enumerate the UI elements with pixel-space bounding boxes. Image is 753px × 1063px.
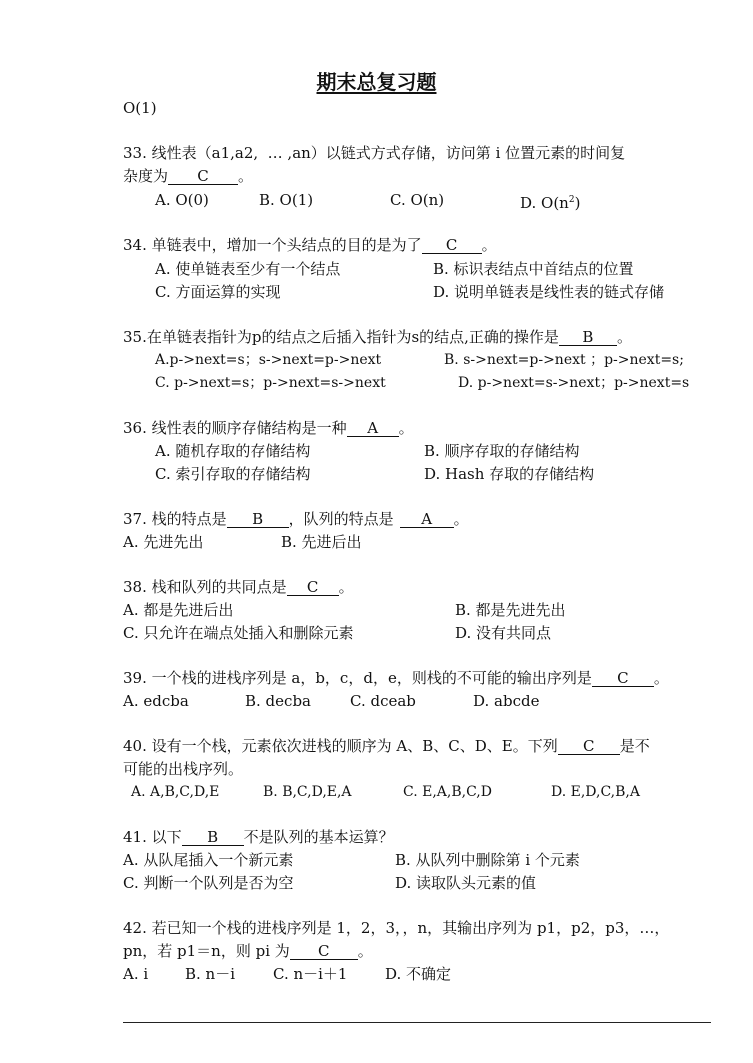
q38-option-c: C. 只允许在端点处插入和删除元素 bbox=[123, 624, 354, 642]
q39-option-a: A. edcba bbox=[123, 692, 189, 710]
q42-answer: C bbox=[290, 943, 358, 960]
q35-stem: 35.在单链表指针为p的结点之后插入指针为s的结点,正确的操作是 B 。 bbox=[123, 328, 632, 346]
q35-option-b: B. s->next=p->next ；p->next=s; bbox=[444, 352, 684, 368]
q33-option-b: B. O(1) bbox=[259, 191, 314, 209]
q34-option-b: B. 标识表结点中首结点的位置 bbox=[433, 260, 634, 278]
q40-stem: 40. 设有一个栈，元素依次进栈的顺序为 A、B、C、D、E。下列 C 是不 bbox=[123, 737, 650, 755]
q42-stem-cont: pn，若 p1＝n，则 pi 为 C 。 bbox=[123, 942, 373, 960]
q38-option-d: D. 没有共同点 bbox=[455, 624, 552, 642]
q36-option-d: D. Hash 存取的存储结构 bbox=[424, 465, 595, 483]
q40-option-b: B. B,C,D,E,A bbox=[263, 784, 352, 800]
q42-stem: 42. 若已知一个栈的进栈序列是 1，2，3，，n，其输出序列为 p1，p2，p3，…， bbox=[123, 919, 670, 937]
q42-option-c: C. n－i＋1 bbox=[273, 965, 348, 983]
q34-option-a: A. 使单链表至少有一个结点 bbox=[155, 260, 341, 278]
intro-text: O(1) bbox=[123, 99, 157, 117]
q35-option-d: D. p->next=s->next；p->next=s bbox=[458, 375, 690, 391]
q33-stem-cont: 杂度为 C 。 bbox=[123, 167, 254, 185]
q35-answer: B bbox=[559, 329, 617, 346]
q33-stem: 33. 线性表（a1,a2, … ,an）以链式方式存储，访问第 i 位置元素的时间复 bbox=[123, 144, 626, 162]
q36-answer: A bbox=[347, 420, 399, 437]
q41-stem: 41. 以下 B 不是队列的基本运算？ bbox=[123, 828, 394, 846]
q37-stem: 37. 栈的特点是 B ，队列的特点是 A 。 bbox=[123, 510, 469, 528]
q40-option-d: D. E,D,C,B,A bbox=[551, 784, 640, 800]
q35-option-c: C. p->next=s；p->next=s->next bbox=[155, 375, 386, 391]
q42-option-b: B. n－i bbox=[185, 965, 236, 983]
q34-stem: 34. 单链表中，增加一个头结点的目的是为了 C 。 bbox=[123, 236, 497, 254]
q39-stem: 39. 一个栈的进栈序列是 a，b，c，d，e，则栈的不可能的输出序列是 C 。 bbox=[123, 669, 669, 687]
q42-option-d: D. 不确定 bbox=[385, 965, 452, 983]
q37-option-b: B. 先进后出 bbox=[281, 533, 362, 551]
q38-option-b: B. 都是先进先出 bbox=[455, 601, 566, 619]
q33-option-c: C. O(n) bbox=[390, 191, 445, 209]
q41-option-b: B. 从队列中删除第 i 个元素 bbox=[395, 851, 580, 869]
q36-option-c: C. 索引存取的存储结构 bbox=[155, 465, 311, 483]
q39-option-b: B. decba bbox=[245, 692, 311, 710]
q38-answer: C bbox=[287, 579, 339, 596]
q34-answer: C bbox=[422, 237, 482, 254]
q34-option-c: C. 方面运算的实现 bbox=[155, 283, 281, 301]
q39-option-c: C. dceab bbox=[350, 692, 416, 710]
q38-option-a: A. 都是先进后出 bbox=[123, 601, 234, 619]
q36-option-b: B. 顺序存取的存储结构 bbox=[424, 442, 580, 460]
q40-stem-cont: 可能的出栈序列。 bbox=[123, 760, 244, 778]
q36-stem: 36. 线性表的顺序存储结构是一种 A 。 bbox=[123, 419, 414, 437]
q39-answer: C bbox=[592, 670, 654, 687]
q34-option-d: D. 说明单链表是线性表的链式存储 bbox=[433, 283, 665, 301]
q33-option-a: A. O(0) bbox=[155, 191, 209, 209]
q40-answer: C bbox=[558, 738, 620, 755]
q40-option-a: A. A,B,C,D,E bbox=[131, 784, 220, 800]
q33-answer: C bbox=[168, 168, 238, 185]
q37-answer-queue: A bbox=[400, 511, 454, 528]
page-title: 期末总复习题 bbox=[316, 70, 437, 94]
q36-option-a: A. 随机存取的存储结构 bbox=[155, 442, 311, 460]
q41-option-d: D. 读取队头元素的值 bbox=[395, 874, 537, 892]
q41-option-c: C. 判断一个队列是否为空 bbox=[123, 874, 294, 892]
q33-option-d: D. $O(n^2)$ bbox=[520, 194, 581, 212]
footer-divider bbox=[123, 1022, 711, 1023]
q41-answer: B bbox=[182, 829, 244, 846]
q37-option-a: A. 先进先出 bbox=[123, 533, 204, 551]
q41-option-a: A. 从队尾插入一个新元素 bbox=[123, 851, 294, 869]
q39-option-d: D. abcde bbox=[473, 692, 540, 710]
q37-answer-stack: B bbox=[227, 511, 289, 528]
q42-option-a: A. i bbox=[123, 965, 149, 983]
q38-stem: 38. 栈和队列的共同点是 C 。 bbox=[123, 578, 354, 596]
q35-option-a: A.p->next=s；s->next=p->next bbox=[155, 352, 382, 368]
q40-option-c: C. E,A,B,C,D bbox=[403, 784, 492, 800]
